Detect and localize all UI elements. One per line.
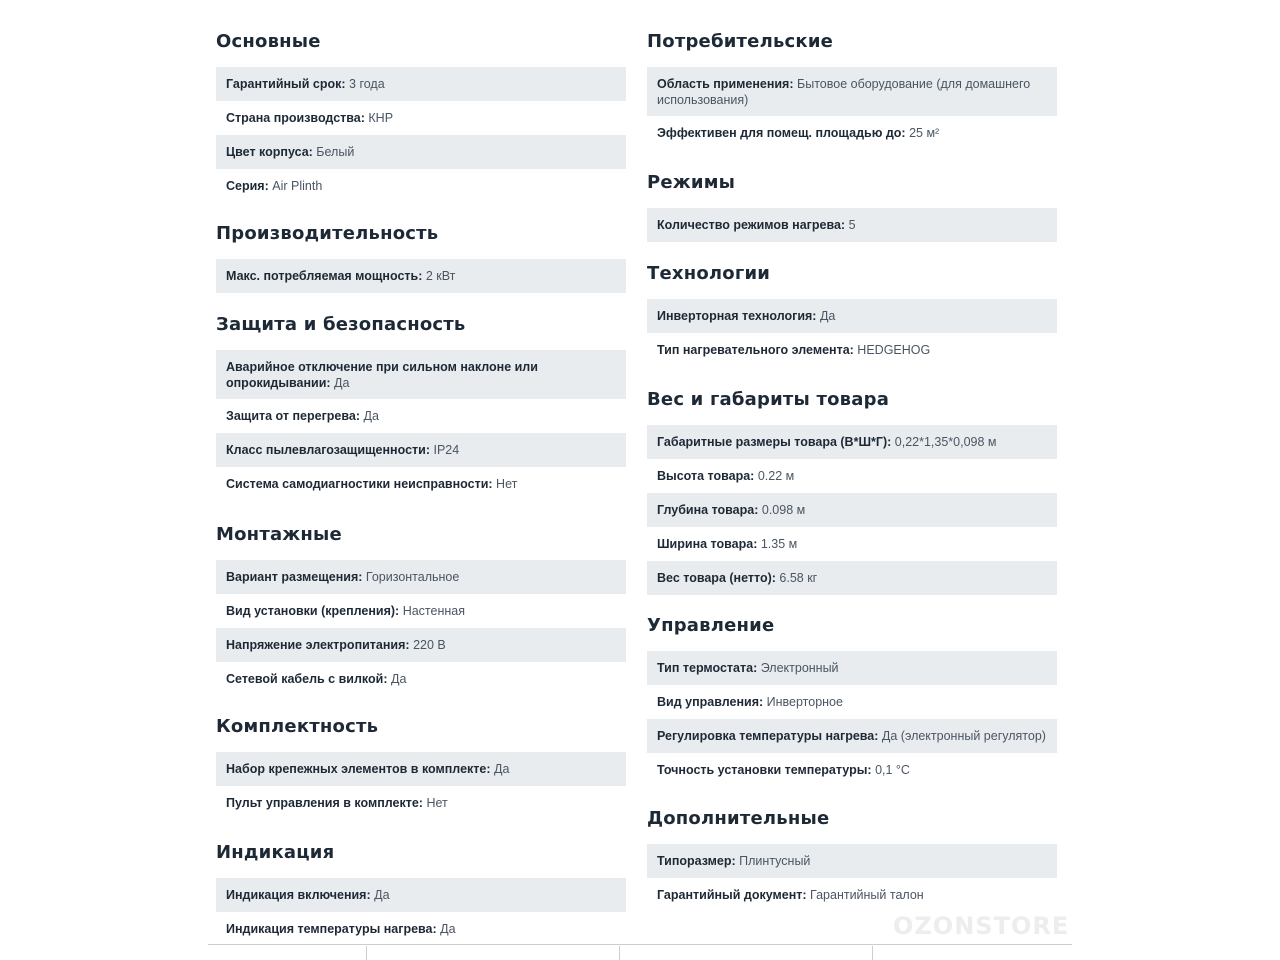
spec-section bbox=[216, 716, 626, 820]
section-title: Монтажные bbox=[216, 524, 342, 545]
spec-section bbox=[647, 808, 1057, 912]
section-title: Основные bbox=[216, 31, 321, 52]
spec-value: IP24 bbox=[433, 443, 460, 457]
section-title: Технологии bbox=[647, 263, 771, 284]
spec-value: КНР bbox=[368, 111, 394, 125]
spec-key: Эффективен для помещ. площадью до: bbox=[657, 126, 906, 140]
spec-row bbox=[216, 433, 626, 467]
spec-value: Гарантийный талон bbox=[810, 888, 924, 902]
spec-key: Набор крепежных элементов в комплекте: bbox=[226, 762, 491, 776]
spec-value: 1.35 м bbox=[760, 537, 798, 551]
spec-section bbox=[647, 263, 1057, 367]
spec-row bbox=[647, 527, 1057, 561]
spec-rows bbox=[647, 299, 1057, 367]
spec-row bbox=[647, 459, 1057, 493]
spec-key: Точность установки температуры: bbox=[657, 763, 872, 777]
spec-key: Макс. потребляемая мощность: bbox=[226, 269, 423, 283]
spec-rows bbox=[216, 67, 626, 203]
spec-rows bbox=[216, 259, 626, 293]
bottom-divider-tick bbox=[619, 946, 620, 960]
spec-key: Количество режимов нагрева: bbox=[657, 218, 846, 232]
spec-row bbox=[647, 753, 1057, 787]
spec-row bbox=[647, 844, 1057, 878]
spec-value: Да (электронный регулятор) bbox=[881, 729, 1046, 743]
spec-row bbox=[647, 651, 1057, 685]
spec-value: Да bbox=[374, 888, 390, 902]
spec-row bbox=[216, 628, 626, 662]
spec-value: Нет bbox=[496, 477, 518, 491]
spec-row bbox=[216, 259, 626, 293]
spec-value: Белый bbox=[316, 145, 355, 159]
spec-value: Инверторное bbox=[766, 695, 843, 709]
spec-row bbox=[216, 560, 626, 594]
spec-section bbox=[647, 389, 1057, 595]
bottom-divider-tick bbox=[872, 946, 873, 960]
spec-section bbox=[216, 223, 626, 293]
spec-rows bbox=[216, 560, 626, 696]
spec-rows bbox=[216, 878, 626, 946]
spec-section bbox=[216, 524, 626, 696]
spec-value: 220 В bbox=[413, 638, 446, 652]
spec-value: Плинтусный bbox=[739, 854, 811, 868]
spec-section bbox=[216, 31, 626, 203]
spec-key: Вес товара (нетто): bbox=[657, 571, 776, 585]
spec-row bbox=[647, 67, 1057, 116]
spec-row bbox=[216, 467, 626, 501]
spec-rows bbox=[647, 208, 1057, 242]
section-title: Вес и габариты товара bbox=[647, 389, 890, 410]
spec-rows bbox=[647, 651, 1057, 787]
spec-key: Регулировка температуры нагрева: bbox=[657, 729, 879, 743]
spec-key: Цвет корпуса: bbox=[226, 145, 313, 159]
spec-row bbox=[647, 561, 1057, 595]
spec-key: Аварийное отключение при сильном наклоне или опрокидывании: bbox=[226, 360, 538, 390]
spec-section bbox=[216, 314, 626, 501]
spec-key: Вид управления: bbox=[657, 695, 764, 709]
spec-rows bbox=[216, 752, 626, 820]
spec-rows bbox=[647, 425, 1057, 595]
spec-row bbox=[216, 752, 626, 786]
spec-key: Система самодиагностики неисправности: bbox=[226, 477, 493, 491]
spec-key: Ширина товара: bbox=[657, 537, 758, 551]
watermark-logo: OZONSTORE bbox=[893, 912, 1070, 940]
spec-value: Air Plinth bbox=[272, 179, 323, 193]
spec-rows bbox=[647, 67, 1057, 150]
spec-value: Да bbox=[363, 409, 379, 423]
section-title: Индикация bbox=[216, 842, 335, 863]
spec-value: 6.58 кг bbox=[779, 571, 818, 585]
section-title: Защита и безопасность bbox=[216, 314, 466, 335]
spec-key: Защита от перегрева: bbox=[226, 409, 360, 423]
spec-section bbox=[647, 172, 1057, 242]
spec-row bbox=[647, 299, 1057, 333]
spec-key: Вариант размещения: bbox=[226, 570, 363, 584]
section-title: Потребительские bbox=[647, 31, 834, 52]
bottom-divider bbox=[208, 944, 1072, 945]
section-title: Управление bbox=[647, 615, 775, 636]
spec-value: Да bbox=[390, 672, 407, 686]
bottom-divider-tick bbox=[366, 946, 367, 960]
spec-row bbox=[647, 719, 1057, 753]
spec-key: Гарантийный срок: bbox=[226, 77, 346, 91]
spec-section bbox=[647, 31, 1057, 150]
spec-key: Пульт управления в комплекте: bbox=[226, 796, 423, 810]
spec-key: Габаритные размеры товара (В*Ш*Г): bbox=[657, 435, 892, 449]
spec-row bbox=[216, 399, 626, 433]
spec-value: 0,1 °С bbox=[875, 763, 910, 777]
spec-row bbox=[647, 685, 1057, 719]
section-title: Режимы bbox=[647, 172, 736, 193]
spec-row bbox=[216, 912, 626, 946]
spec-value: 0.22 м bbox=[757, 469, 795, 483]
spec-key: Типоразмер: bbox=[657, 854, 736, 868]
spec-key: Тип термостата: bbox=[657, 661, 758, 675]
spec-value: Да bbox=[440, 922, 456, 936]
spec-row bbox=[216, 135, 626, 169]
spec-row bbox=[216, 101, 626, 135]
spec-value: 5 bbox=[848, 218, 856, 232]
spec-row bbox=[216, 878, 626, 912]
spec-value: Да bbox=[494, 762, 510, 776]
spec-row bbox=[216, 786, 626, 820]
spec-key: Сетевой кабель с вилкой: bbox=[226, 672, 388, 686]
spec-value: Да bbox=[819, 309, 836, 323]
spec-value: HEDGEHOG bbox=[857, 343, 931, 357]
spec-value: Электронный bbox=[760, 661, 839, 675]
spec-key: Глубина товара: bbox=[657, 503, 759, 517]
spec-section bbox=[647, 615, 1057, 787]
spec-row bbox=[647, 208, 1057, 242]
spec-key: Вид установки (крепления): bbox=[226, 604, 400, 618]
spec-key: Напряжение электропитания: bbox=[226, 638, 410, 652]
spec-row bbox=[647, 493, 1057, 527]
spec-value: 0,22*1,35*0,098 м bbox=[894, 435, 997, 449]
spec-key: Индикация температуры нагрева: bbox=[226, 922, 437, 936]
spec-row bbox=[216, 594, 626, 628]
spec-row bbox=[216, 662, 626, 696]
spec-value: Горизонтальное bbox=[365, 570, 460, 584]
spec-row bbox=[216, 67, 626, 101]
spec-key: Гарантийный документ: bbox=[657, 888, 807, 902]
spec-value: 2 кВт bbox=[425, 269, 456, 283]
spec-value: 0.098 м bbox=[761, 503, 806, 517]
section-title: Производительность bbox=[216, 223, 439, 244]
section-title: Комплектность bbox=[216, 716, 379, 737]
spec-key: Страна производства: bbox=[226, 111, 365, 125]
spec-value: Да bbox=[334, 376, 350, 390]
spec-row bbox=[647, 116, 1057, 150]
spec-key: Область применения: bbox=[657, 77, 794, 91]
spec-row bbox=[216, 169, 626, 203]
spec-value: 3 года bbox=[349, 77, 385, 91]
spec-rows bbox=[647, 844, 1057, 912]
spec-key: Серия: bbox=[226, 179, 269, 193]
spec-value: 25 м² bbox=[909, 126, 940, 140]
spec-section bbox=[216, 842, 626, 946]
spec-key: Класс пылевлагозащищенности: bbox=[226, 443, 430, 457]
spec-row bbox=[647, 425, 1057, 459]
spec-row bbox=[647, 333, 1057, 367]
spec-value: Бытовое оборудование (для домашнего использования) bbox=[657, 77, 1031, 107]
spec-row bbox=[647, 878, 1057, 912]
spec-key: Тип нагревательного элемента: bbox=[657, 343, 854, 357]
spec-key: Инверторная технология: bbox=[657, 309, 817, 323]
spec-key: Высота товара: bbox=[657, 469, 755, 483]
spec-value: Нет bbox=[426, 796, 448, 810]
spec-row bbox=[216, 350, 626, 399]
spec-rows bbox=[216, 350, 626, 501]
section-title: Дополнительные bbox=[647, 808, 830, 829]
spec-key: Индикация включения: bbox=[226, 888, 371, 902]
spec-value: Настенная bbox=[402, 604, 465, 618]
